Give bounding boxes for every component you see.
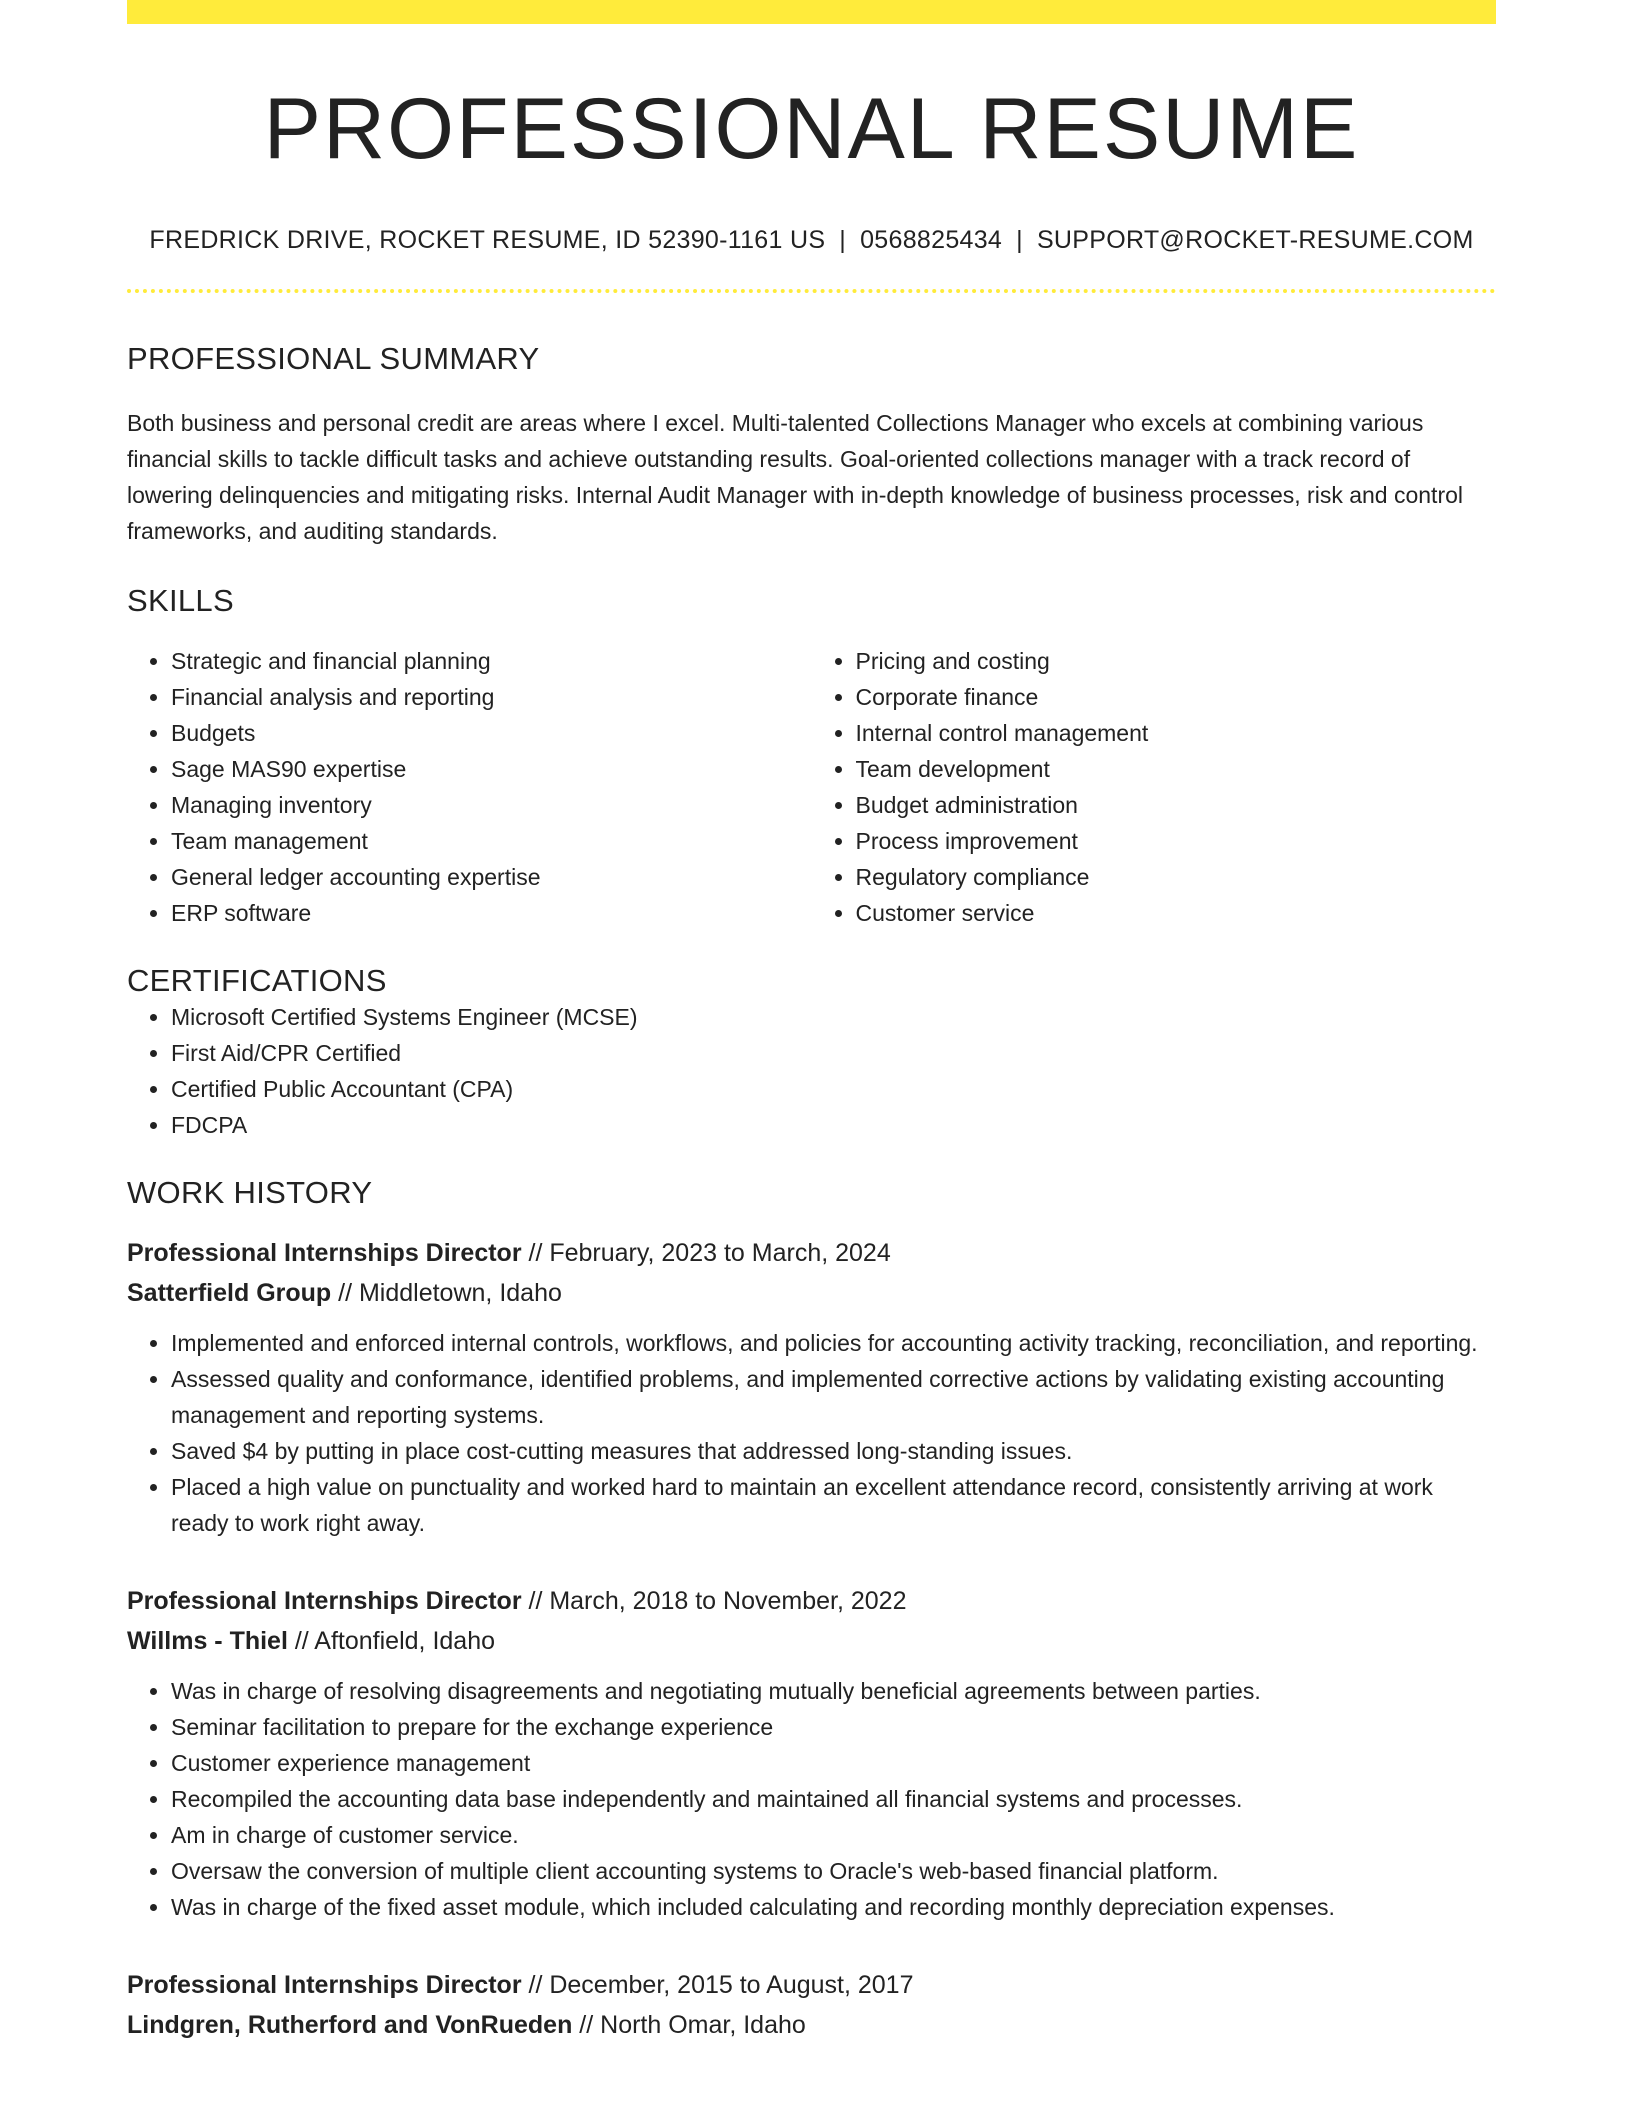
certifications-list (127, 999, 1496, 1143)
skill-item: • Regulatory compliance (856, 859, 1497, 895)
skills-heading: SKILLS (127, 583, 234, 618)
skill-item: • General ledger accounting expertise (171, 859, 812, 895)
job-bullet: • Seminar facilitation to prepare for the exchange experience (171, 1709, 1496, 1745)
job-bullet: • Customer experience management (171, 1745, 1496, 1781)
resume-page (127, 0, 1496, 2045)
certification-item: • Certified Public Accountant (CPA) (171, 1071, 1496, 1107)
skill-item: • Strategic and financial planning (171, 643, 812, 679)
job-bullets (127, 1325, 1496, 1541)
job-role: Professional Internships Director (127, 1239, 522, 1267)
job-role-line (127, 1965, 1496, 2005)
skills-list-right (812, 643, 1497, 931)
job-bullet: • Saved $4 by putting in place cost-cutting measures that addressed long-standing issues. (171, 1433, 1496, 1469)
skill-item: • Budget administration (856, 787, 1497, 823)
job-role: Professional Internships Director (127, 1587, 522, 1615)
skill-item: • Team management (171, 823, 812, 859)
job-location: // North Omar, Idaho (572, 2011, 806, 2039)
job-bullet: • Placed a high value on punctuality and worked hard to maintain an excellent attendance record, consistently arriving at work ready to work right away. (171, 1469, 1496, 1541)
summary-text: Both business and personal credit are areas where I excel. Multi-talented Collections Manager who excels at combining various financial skills to tackle difficult tasks and achieve outstanding results. Goal-oriented collections manager with a track record of lowering delinquencies and mitigating risks. Internal Audit Manager with in-depth knowledge of business processes, risk and control frameworks, and auditing standards. (127, 410, 1464, 544)
job-bullets (127, 1673, 1496, 1925)
contact-email: SUPPORT@ROCKET-RESUME.COM (1036, 226, 1474, 254)
skill-item: • Process improvement (856, 823, 1497, 859)
job-dates: // February, 2023 to March, 2024 (521, 1239, 891, 1267)
skills-list-left (127, 643, 812, 931)
resume-title: PROFESSIONAL RESUME (263, 81, 1360, 177)
certification-item: • Microsoft Certified Systems Engineer (MCSE) (171, 999, 1496, 1035)
job-role-line (127, 1581, 1496, 1621)
job-company-line (127, 2005, 1496, 2045)
job-company-line (127, 1273, 1496, 1313)
certification-item: • FDCPA (171, 1107, 1496, 1143)
job-company: Satterfield Group (127, 1279, 332, 1307)
summary-heading: PROFESSIONAL SUMMARY (127, 341, 540, 376)
job-company: Willms - Thiel (127, 1627, 288, 1655)
job-entry (127, 1581, 1496, 1925)
job-location: // Aftonfield, Idaho (287, 1627, 495, 1655)
contact-separator: | (1016, 226, 1023, 254)
certifications-heading: CERTIFICATIONS (127, 963, 387, 998)
job-company-line (127, 1621, 1496, 1661)
job-role: Professional Internships Director (127, 1971, 522, 1999)
contact-separator: | (839, 226, 847, 254)
job-bullet: • Assessed quality and conformance, identified problems, and implemented corrective actions by validating existing accounting management and reporting systems. (171, 1361, 1496, 1433)
job-bullet: • Oversaw the conversion of multiple client accounting systems to Oracle's web-based financial platform. (171, 1853, 1496, 1889)
job-role-line (127, 1233, 1496, 1273)
skills-columns (127, 643, 1496, 931)
job-bullet: • Was in charge of resolving disagreements and negotiating mutually beneficial agreements between parties. (171, 1673, 1496, 1709)
job-bullet: • Was in charge of the fixed asset module, which included calculating and recording monthly depreciation expenses. (171, 1889, 1496, 1925)
contact-line (127, 226, 1496, 255)
skill-item: • Sage MAS90 expertise (171, 751, 812, 787)
job-bullet: • Implemented and enforced internal controls, workflows, and policies for accounting activity tracking, reconciliation, and reporting. (171, 1325, 1496, 1361)
skill-item: • Managing inventory (171, 787, 812, 823)
job-bullet: • Am in charge of customer service. (171, 1817, 1496, 1853)
skill-item: • Team development (856, 751, 1497, 787)
contact-phone: 0568825434 (860, 226, 1003, 254)
job-entry (127, 1233, 1496, 1541)
skill-item: • Corporate finance (856, 679, 1497, 715)
job-company: Lindgren, Rutherford and VonRueden (127, 2011, 573, 2039)
skill-item: • Budgets (171, 715, 812, 751)
skill-item: • ERP software (171, 895, 812, 931)
job-dates: // March, 2018 to November, 2022 (521, 1587, 907, 1615)
skill-item: • Financial analysis and reporting (171, 679, 812, 715)
work-history-heading: WORK HISTORY (127, 1175, 373, 1210)
skill-item: • Pricing and costing (856, 643, 1497, 679)
job-bullet: • Recompiled the accounting data base independently and maintained all financial systems and processes. (171, 1781, 1496, 1817)
job-location: // Middletown, Idaho (331, 1279, 562, 1307)
skill-item: • Internal control management (856, 715, 1497, 751)
contact-address: FREDRICK DRIVE, ROCKET RESUME, ID 52390-1161 US (149, 226, 826, 254)
skill-item: • Customer service (856, 895, 1497, 931)
job-dates: // December, 2015 to August, 2017 (521, 1971, 914, 1999)
job-entry (127, 1965, 1496, 2045)
dotted-divider (127, 289, 1496, 293)
accent-top-bar (127, 0, 1496, 24)
certification-item: • First Aid/CPR Certified (171, 1035, 1496, 1071)
